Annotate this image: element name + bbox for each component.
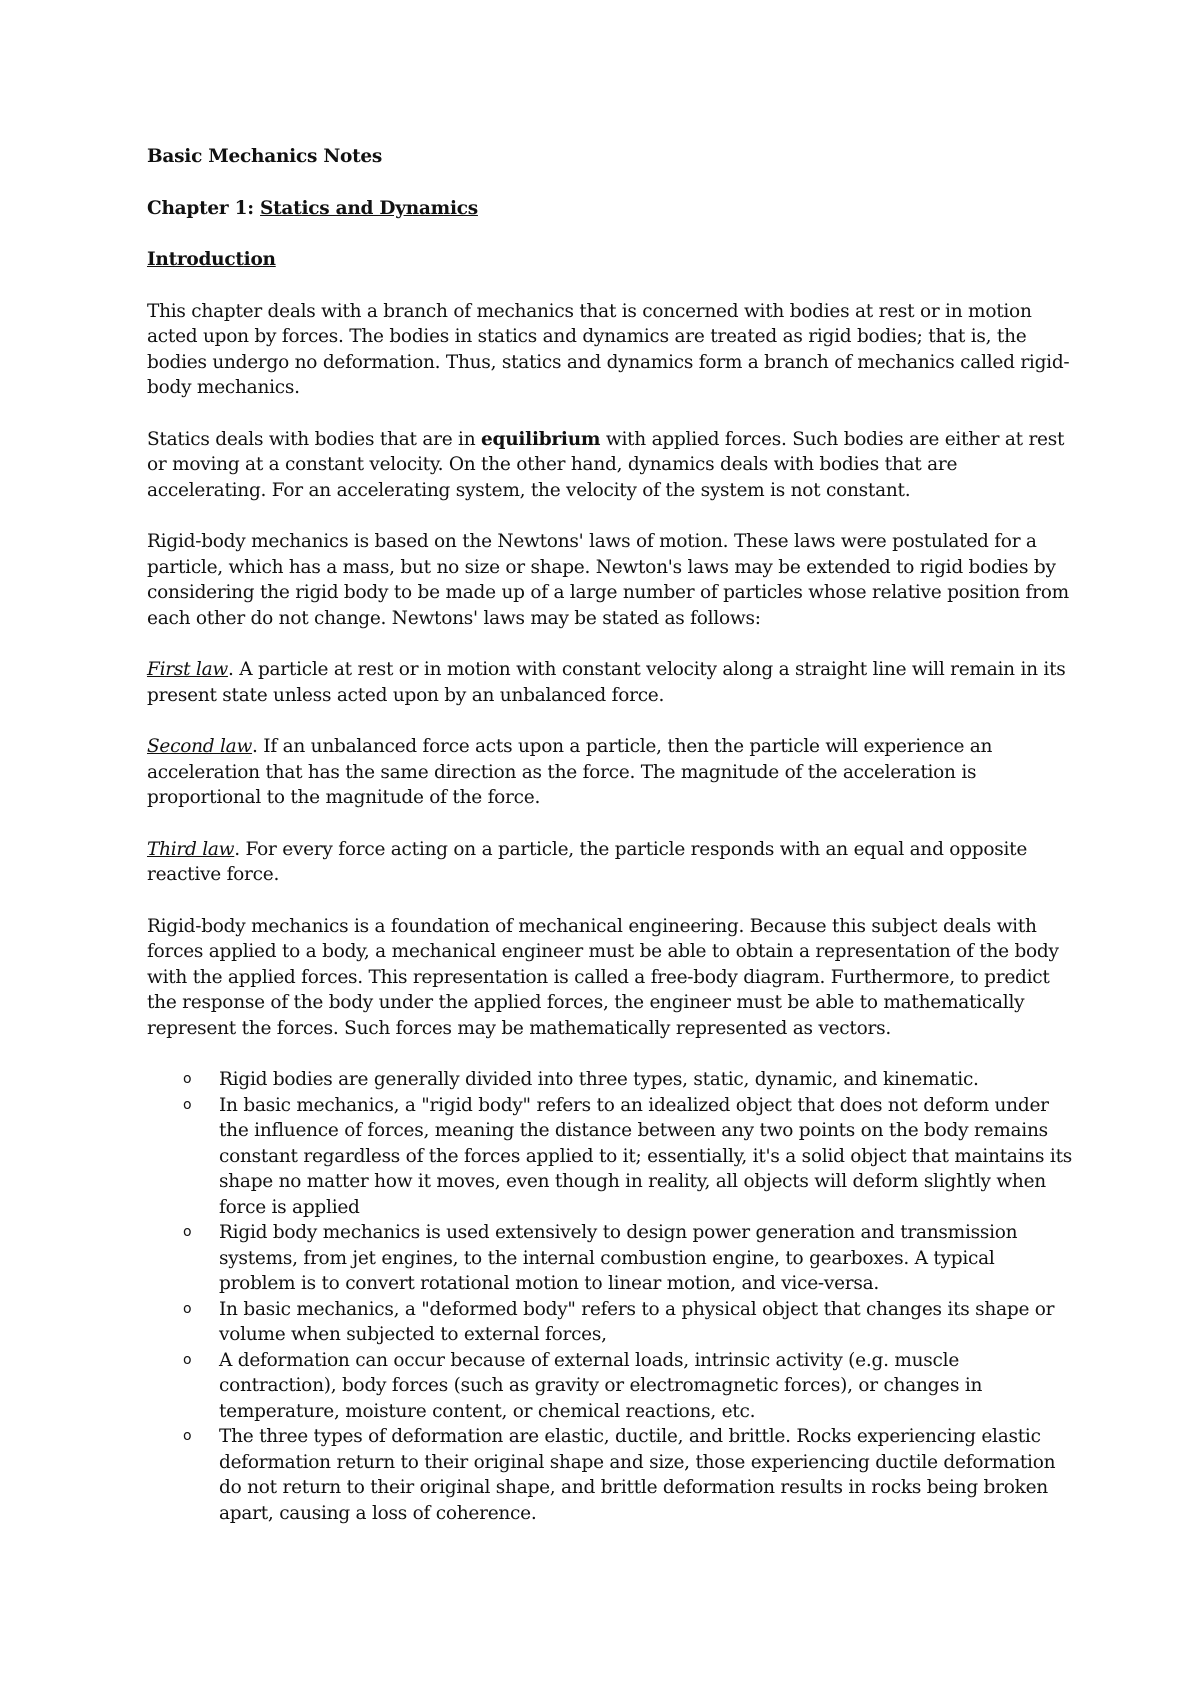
law-second [147, 734, 1072, 811]
chapter-title: Statics and Dynamics [260, 197, 478, 219]
bullet-marker-icon: o [183, 1096, 192, 1113]
law-third-label: Third law [147, 838, 235, 860]
list-item [147, 1424, 1072, 1526]
list-item [147, 1297, 1072, 1348]
list-item-text: The three types of deformation are elastic, ductile, and brittle. Rocks experiencing elastic deformation return to their original shape and size, those experiencing ductile deformation do not return to their original shape, and brittle deformation results in rocks being broken apart, causing a loss of coherence. [219, 1426, 1056, 1524]
paragraph-statics-after: with applied forces. Such bodies are either at rest or moving at a constant velocity. On the other hand, dynamics deals with bodies that are accelerating. For an accelerating system, the velocity of the system is not constant. [147, 428, 1065, 501]
bullet-list [147, 1067, 1072, 1526]
paragraph-newtons-laws: Rigid-body mechanics is based on the Newtons' laws of motion. These laws were postulated for a particle, which has a mass, but no size or shape. Newton's laws may be extended to rigid bodies by considering the rigid body to be made up of a large number of particles whose relative position from each other do not change. Newtons' laws may be stated as follows: [147, 531, 1069, 629]
law-first-text: . A particle at rest or in motion with constant velocity along a straight line will remain in its present state unless acted upon by an unbalanced force. [147, 659, 1066, 706]
bullet-marker-icon: o [183, 1224, 192, 1240]
law-third [147, 837, 1072, 888]
law-second-text: . If an unbalanced force acts upon a particle, then the particle will experience an acceleration that has the same direction as the force. The magnitude of the acceleration is proportional to the magnitude of the force. [147, 736, 993, 808]
law-first [147, 657, 1072, 708]
bullet-marker-icon: o [183, 1351, 192, 1368]
bullet-marker-icon: o [183, 1300, 192, 1317]
section-heading-introduction: Introduction [147, 249, 276, 270]
paragraph-rigid-body-foundation: Rigid-body mechanics is a foundation of mechanical engineering. Because this subject deals with forces applied to a body, a mechanical engineer must be able to obtain a representation of the body with the applied forces. This representation is called a free-body diagram. Furthermore, to predict the response of the body under the applied forces, the engineer must be able to mathematically represent the forces. Such forces may be mathematically represented as vectors. [147, 915, 1059, 1039]
list-item-text: Rigid bodies are generally divided into three types, static, dynamic, and kinematic. [219, 1069, 979, 1090]
law-third-text: . For every force acting on a particle, the particle responds with an equal and opposite reactive force. [147, 838, 1028, 885]
paragraph-statics [147, 427, 1072, 504]
list-item-text: Rigid body mechanics is used extensively to design power generation and transmission systems, from jet engines, to the internal combustion engine, to gearboxes. A typical problem is to convert rotational motion to linear motion, and vice-versa. [219, 1222, 1018, 1294]
document-body [147, 144, 1072, 1526]
bullet-marker-icon: o [183, 1071, 192, 1087]
list-item [147, 1220, 1072, 1297]
chapter-prefix: Chapter 1: [147, 197, 260, 219]
paragraph-statics-before: Statics deals with bodies that are in [147, 428, 481, 450]
list-item [147, 1067, 1072, 1093]
list-item [147, 1093, 1072, 1221]
law-first-label: First law [147, 659, 228, 680]
document-title: Basic Mechanics Notes [147, 146, 383, 167]
list-item-text: A deformation can occur because of external loads, intrinsic activity (e.g. muscle contraction), body forces (such as gravity or electromagnetic forces), or changes in temperature, moisture content, or chemical reactions, etc. [219, 1349, 983, 1422]
law-second-label: Second law [147, 736, 253, 757]
paragraph-intro: This chapter deals with a branch of mechanics that is concerned with bodies at rest or in motion acted upon by forces. The bodies in statics and dynamics are treated as rigid bodies; that is, the bodies undergo no deformation. Thus, statics and dynamics form a branch of mechanics called rigid-body mechanics. [147, 300, 1070, 398]
term-equilibrium: equilibrium [481, 428, 601, 450]
list-item-text: In basic mechanics, a "deformed body" refers to a physical object that changes its shape or volume when subjected to external forces, [219, 1298, 1055, 1345]
list-item-text: In basic mechanics, a "rigid body" refers to an idealized object that does not deform under the influence of forces, meaning the distance between any two points on the body remains constant regardless of the forces applied to it; essentially, it's a solid object that maintains its shape no matter how it moves, even though in reality, all objects will deform slightly when force is applied [219, 1094, 1073, 1218]
chapter-heading [147, 196, 1072, 222]
bullet-marker-icon: o [183, 1428, 192, 1444]
list-item [147, 1348, 1072, 1425]
